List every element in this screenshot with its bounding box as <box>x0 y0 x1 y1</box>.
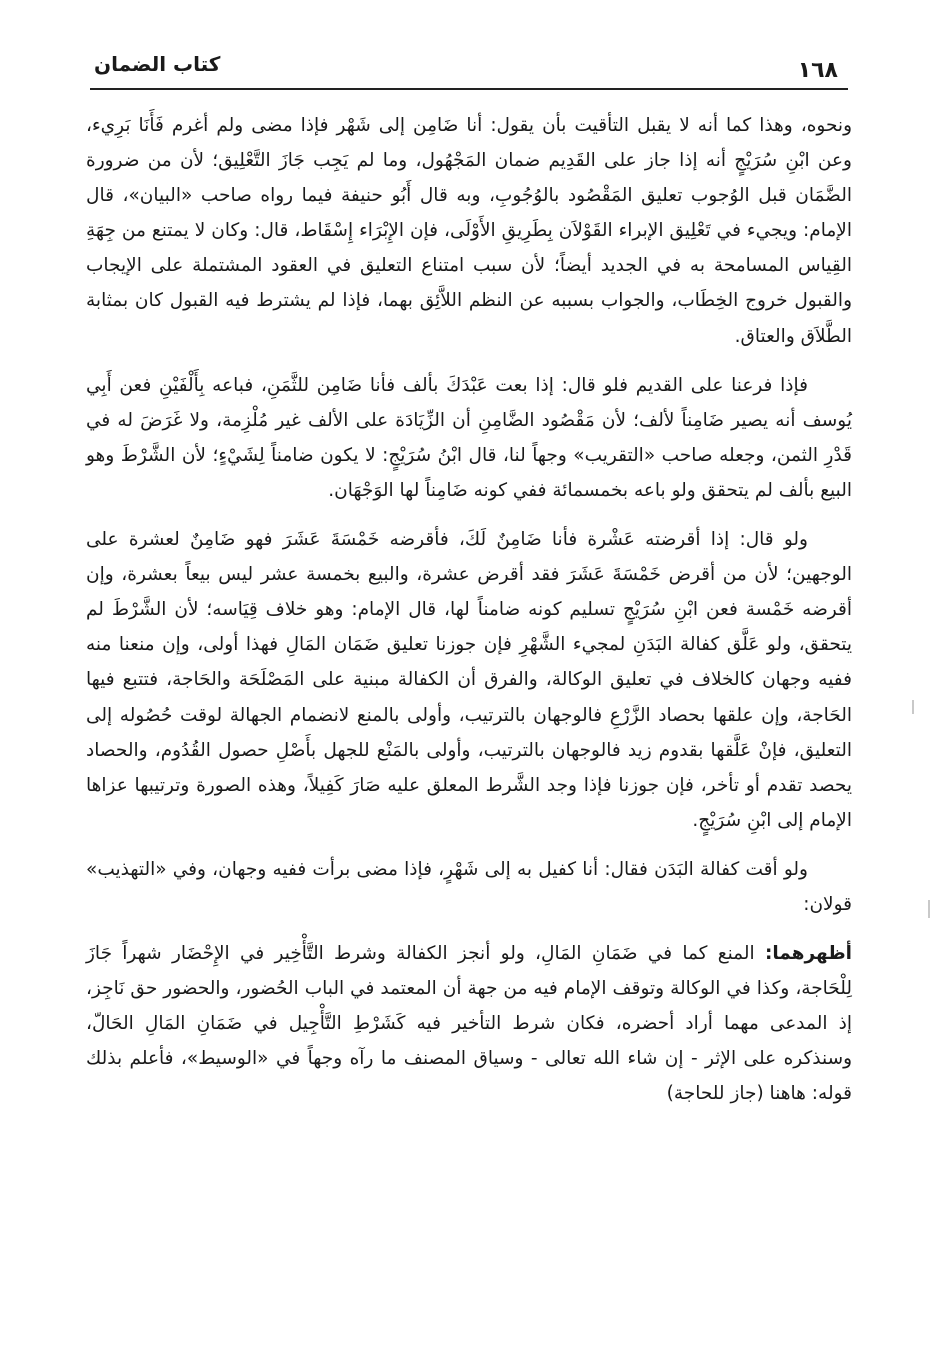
paragraph-text: ولو قال: إذا أقرضته عَشْرة فأنا ضَامِنٌ لَكَ، فأقرضه خَمْسَةَ عَشَرَ فهو ضَامِنٌ لعشرة على الوجهين؛ لأن من أقرض خَمْسَةَ عَشَرَ فقد أقرض عشرة، والبيع بخمسة عشر ليس بيعاً بعشرة، وإن أقرضه خَمْسة فعن ابْنِ سُرَيْجٍ تسليم كونه ضامناً لها، قال الإمام: وهو خلاف قِيَاسه؛ لأن الشَّرْطَ لم يتحقق، ولو عَلَّق كفالة البَدَنِ لمجيء الشَّهْرِ فإن جوزنا تعليق ضَمَان المَالِ فهذا أولى، وإن منعنا منه ففيه وجهان كالخلاف في تعليق الوكالة، والفرق أن الكفالة مبنية على المَصْلَحَة والحَاجة، فتتبع فيها الحَاجة، وإن علقها بحصاد الزَّرْعِ فالوجهان بالترتيب، وأولى بالمنع لانضمام الجهالة لوقت حُصُوله إلى التعليق، فإنْ عَلَّقها بقدوم زيد فالوجهان بالترتيب، وأولى بالمَنْع للجهل بأَصْلِ حصول القُدُوم، والحصاد يحصد تقدم أو تأخر، فإن جوزنا فإذا وجد الشَّرط المعلق عليه صَارَ كَفِيلاً، وهذه الصورة وترتيبها عزاها الإمام إلى ابْنِ سُرَيْجٍ. <box>86 529 852 831</box>
paragraph-5 <box>86 936 852 1111</box>
body-text <box>86 108 852 1126</box>
scan-mark <box>912 700 914 714</box>
paragraph-text: ولو أقت كفالة البَدَن فقال: أنا كفيل به إلى شَهْرٍ، فإذا مضى برأت ففيه وجهان، وفي «التهذيب» قولان: <box>86 858 852 915</box>
book-title: كتاب الضمان <box>94 52 221 76</box>
page-header <box>90 48 848 90</box>
page-number: ١٦٨ <box>797 58 838 83</box>
paragraph-3 <box>86 522 852 838</box>
paragraph-4 <box>86 852 852 922</box>
paragraph-text: ونحوه، وهذا كما أنه لا يقبل التأقيت بأن يقول: أنا ضَامِن إلى شَهْر فإذا مضى ولم أغرم فَأَنَا بَرِيء، وعن ابْنِ سُرَيْجٍ أنه إذا جاز على القَدِيم ضمان المَجْهُول، وما لم يَجِب جَازَ التَّعْلِيق؛ لأن من ضرورة الضَّمَان قبل الوُجوب تعليق المَقْصُود بالوُجُوبِ، وبه قال أَبُو حنيفة فيما رواه صاحب «البيان»، قال الإمام: ويجيء في تَعْلِيق الإبراء القَوْلاَن بِطَرِيقِ الأَوْلَى، فإن الإِبْرَاء إِسْقَاط، قال: وكان لا يمتنع من جِهَةِ القِياس المسامحة به في الجديد أيضاً؛ لأن سبب امتناع التعليق في العقود المشتملة على الإيجاب والقبول خروج الخِطَاب، والجواب بسببه عن النظم اللاَّئِق بهما، فإذا لم يشترط فيه القبول كان بمثابة الطَّلاَق والعتاق. <box>86 115 852 347</box>
paragraph-2 <box>86 368 852 508</box>
paragraph-lead: أظهرهما: <box>764 943 852 965</box>
scan-mark <box>928 900 930 918</box>
paragraph-text: فإذا فرعنا على القديم فلو قال: إذا بعت عَبْدَكَ بألف فأنا ضَامِن للثَّمَنِ، فباعه بِأَلْفَيْنِ فعن أَبِي يُوسف أنه يصير ضَامِناً لألف؛ لأن مَقْصُود الضَّامِنِ أن الزِّيَادَة على الألف غير مُلْزِمة، ولا غَرَضَ له في قَدْرِ الثمن، وجعله صاحب «التقريب» وجهاً لنا، قال ابْنُ سُرَيْجٍ: لا يكون ضامناً لِشَيْءٍ؛ لأن الشَّرْطَ وهو البيع بألف لم يتحقق ولو باعه بخمسمائة ففي كونه ضَامِناً لها الوَجْهَان. <box>86 374 852 501</box>
paragraph-text: المنع كما في ضَمَانِ المَالِ، ولو أنجز الكفالة وشرط التَّأْخِير في الإِحْضَار شهراً جَازَ لِلْحَاجة، وكذا في الوكالة وتوقف الإمام فيه من جهة أن المعتمد في الباب الحُضور، والحضور حق نَاجِز، إذ المدعى مهما أراد أحضره، فكان شرط التأخير فيه كَشَرْطِ التَّأْجِيل في ضَمَانِ المَالِ الحَالّ، وسنذكره على الإثر - إن شاء الله تعالى - وسياق المصنف ما رآه وجهاً في «الوسيط»، فأعلم بذلك قوله: هاهنا (جاز للحاجة) <box>86 943 852 1105</box>
paragraph-1 <box>86 108 852 354</box>
